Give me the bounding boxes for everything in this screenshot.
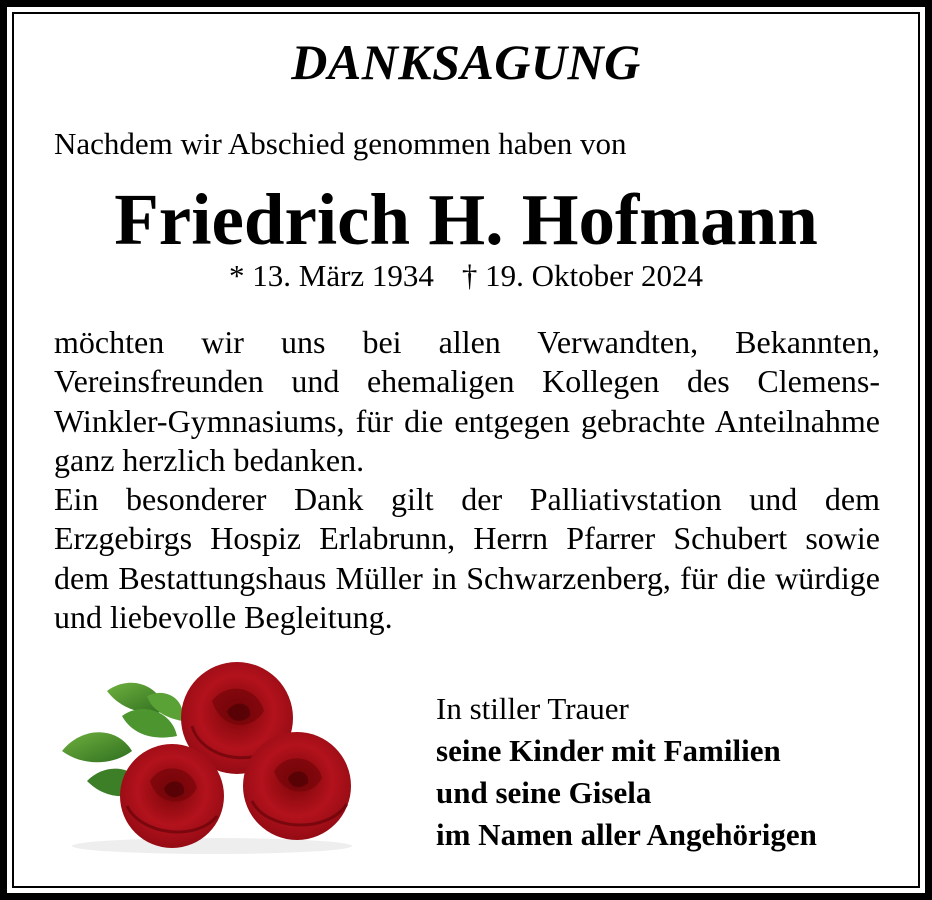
thanks-text [54,323,880,637]
family-line: seine Kinder mit Familien [436,733,781,768]
family-line: und seine Gisela [436,775,652,810]
birth-date: * 13. März 1934 [229,258,434,293]
family-line: im Namen aller Angehörigen [436,817,817,852]
red-roses-image [52,656,362,856]
intro-text: Nachdem wir Abschied genommen haben von [54,126,627,161]
death-date: † 19. Oktober 2024 [461,258,703,293]
mourning-line: In stiller Trauer [436,691,629,726]
heading: DANKSAGUNG [291,34,641,90]
deceased-name: Friedrich H. Hofmann [114,179,818,260]
thanks-paragraph-1: möchten wir uns bei allen Verwandten, Bekannten, Vereinsfreunden und ehemaligen Kollegen des Clemens-Winkler-Gymnasiums, für die entgegen gebrachte Anteilnahme ganz herzlich bedanken. [54,324,880,478]
life-dates [0,256,932,296]
signature-block [436,688,817,856]
thanks-paragraph-2: Ein besonderer Dank gilt der Palliativstation und dem Erzgebirgs Hospiz Erlabrunn, Herrn Pfarrer Schubert sowie dem Bestattungshaus Müller in Schwarzenberg, für die würdige und liebevolle Begleitung. [54,481,880,636]
